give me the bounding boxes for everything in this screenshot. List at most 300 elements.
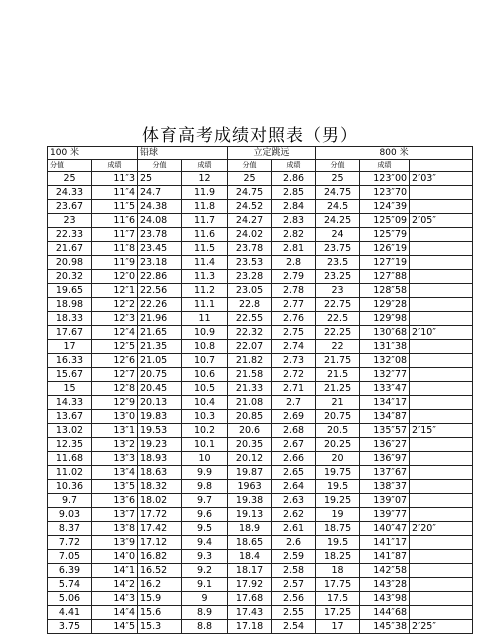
table-cell: 132″08 (360, 354, 410, 368)
table-cell: 24 (316, 228, 360, 242)
table-cell: 2.73 (272, 354, 316, 368)
table-cell: 24.52 (228, 200, 272, 214)
table-cell: 22.25 (316, 326, 360, 340)
table-cell: 10.7 (182, 354, 228, 368)
table-cell: 8.37 (48, 522, 92, 536)
table-cell: 22.56 (138, 284, 182, 298)
table-cell: 22.33 (48, 228, 92, 242)
table-cell: 22.32 (228, 326, 272, 340)
group-header-800m: 800 米 (316, 147, 473, 160)
table-cell: 20.32 (48, 270, 92, 284)
table-cell: 11.2 (182, 284, 228, 298)
table-cell: 18.75 (316, 522, 360, 536)
table-cell: 141″17 (360, 536, 410, 550)
table-cell: 19.83 (138, 410, 182, 424)
table-cell: 134″17 (360, 396, 410, 410)
table-cell: 8.9 (182, 606, 228, 620)
table-cell: 20.35 (228, 438, 272, 452)
table-cell: 11 (182, 312, 228, 326)
table-cell: 18.4 (228, 550, 272, 564)
table-cell: 8.8 (182, 620, 228, 634)
table-row (48, 438, 473, 452)
table-cell: 14″3 (92, 592, 138, 606)
table-cell: 123″00 (360, 172, 410, 186)
table-cell: 14.33 (48, 396, 92, 410)
table-row (48, 200, 473, 214)
table-row (48, 522, 473, 536)
table-cell: 11.4 (182, 256, 228, 270)
table-cell: 12″9 (92, 396, 138, 410)
table-cell: 19.5 (316, 536, 360, 550)
table-cell: 10.9 (182, 326, 228, 340)
table-cell: 17.25 (316, 606, 360, 620)
table-cell: 11″9 (92, 256, 138, 270)
table-cell: 22.5 (316, 312, 360, 326)
table-cell: 24.38 (138, 200, 182, 214)
table-cell: 15.3 (138, 620, 182, 634)
table-cell: 20.13 (138, 396, 182, 410)
table-cell: 10.2 (182, 424, 228, 438)
table-cell (410, 228, 473, 242)
table-cell: 24.08 (138, 214, 182, 228)
table-row (48, 620, 473, 634)
table-row (48, 606, 473, 620)
table-cell: 9.8 (182, 480, 228, 494)
table-cell: 25 (138, 172, 182, 186)
table-cell: 14″1 (92, 564, 138, 578)
table-cell: 23.25 (316, 270, 360, 284)
table-cell: 125″79 (360, 228, 410, 242)
page-title: 体育高考成绩对照表（男） (142, 126, 358, 146)
table-cell: 16.2 (138, 578, 182, 592)
table-cell: 9.3 (182, 550, 228, 564)
table-cell: 137″67 (360, 466, 410, 480)
table-cell: 11.6 (182, 228, 228, 242)
table-cell: 143″98 (360, 592, 410, 606)
table-cell: 18.17 (228, 564, 272, 578)
table-cell: 23.5 (316, 256, 360, 270)
table-row (48, 452, 473, 466)
table-cell: 24.7 (138, 186, 182, 200)
table-cell: 19.65 (48, 284, 92, 298)
table-cell: 16.33 (48, 354, 92, 368)
table-cell: 22.8 (228, 298, 272, 312)
table-cell: 13.67 (48, 410, 92, 424)
table-cell: 18.25 (316, 550, 360, 564)
table-cell: 2′20″ (410, 522, 473, 536)
table-row (48, 172, 473, 186)
table-cell: 18.63 (138, 466, 182, 480)
table-cell (410, 578, 473, 592)
table-cell: 23.45 (138, 242, 182, 256)
table-cell: 2.59 (272, 550, 316, 564)
sub-header-cell: 成绩 (92, 160, 138, 172)
table-cell: 21.05 (138, 354, 182, 368)
table-cell (410, 550, 473, 564)
table-row (48, 242, 473, 256)
table-cell: 11.8 (182, 200, 228, 214)
table-cell (410, 438, 473, 452)
table-cell (410, 354, 473, 368)
sub-header-cell (410, 160, 473, 172)
table-cell: 2.75 (272, 326, 316, 340)
table-cell: 11″5 (92, 200, 138, 214)
table-cell: 2.77 (272, 298, 316, 312)
table-cell: 13″7 (92, 508, 138, 522)
table-cell: 142″58 (360, 564, 410, 578)
table-cell: 19.87 (228, 466, 272, 480)
table-cell: 2.71 (272, 382, 316, 396)
table-cell: 13″9 (92, 536, 138, 550)
table-cell: 136″97 (360, 452, 410, 466)
table-cell: 22.86 (138, 270, 182, 284)
table-cell: 20.75 (138, 368, 182, 382)
table-cell: 11.3 (182, 270, 228, 284)
table-row (48, 298, 473, 312)
table-cell: 20.6 (228, 424, 272, 438)
table-cell (410, 480, 473, 494)
table-row (48, 284, 473, 298)
table-cell: 11″6 (92, 214, 138, 228)
table-row (48, 424, 473, 438)
table-cell: 125″09 (360, 214, 410, 228)
table-cell: 9.03 (48, 508, 92, 522)
table-cell: 15.6 (138, 606, 182, 620)
table-cell: 18.9 (228, 522, 272, 536)
table-cell: 2.62 (272, 508, 316, 522)
table-cell (410, 368, 473, 382)
table-cell: 9.7 (182, 494, 228, 508)
table-cell: 10.5 (182, 382, 228, 396)
table-cell: 24.25 (316, 214, 360, 228)
table-cell (410, 312, 473, 326)
table-cell (410, 340, 473, 354)
table-cell: 17.18 (228, 620, 272, 634)
table-cell: 17.12 (138, 536, 182, 550)
table-cell: 17.43 (228, 606, 272, 620)
table-row (48, 214, 473, 228)
table-row (48, 550, 473, 564)
table-cell: 24.27 (228, 214, 272, 228)
sub-header-cell: 分值 (138, 160, 182, 172)
table-cell: 19 (316, 508, 360, 522)
table-cell: 2.76 (272, 312, 316, 326)
table-cell: 2.86 (272, 172, 316, 186)
table-cell: 13″1 (92, 424, 138, 438)
table-cell: 12″6 (92, 354, 138, 368)
table-row (48, 508, 473, 522)
table-cell: 5.74 (48, 578, 92, 592)
table-cell: 3.75 (48, 620, 92, 634)
table-cell: 10.4 (182, 396, 228, 410)
table-cell: 135″57 (360, 424, 410, 438)
table-row (48, 326, 473, 340)
table-cell: 14″4 (92, 606, 138, 620)
table-cell: 14″2 (92, 578, 138, 592)
table-cell: 2.83 (272, 214, 316, 228)
table-cell: 23.18 (138, 256, 182, 270)
table-cell: 2.58 (272, 564, 316, 578)
table-cell: 21.96 (138, 312, 182, 326)
table-cell: 20.45 (138, 382, 182, 396)
table-row (48, 410, 473, 424)
table-cell: 23.78 (228, 242, 272, 256)
table-cell: 12″0 (92, 270, 138, 284)
table-cell: 16.82 (138, 550, 182, 564)
table-cell: 9.7 (48, 494, 92, 508)
table-cell: 10.1 (182, 438, 228, 452)
table-cell: 12.35 (48, 438, 92, 452)
table-cell: 11″7 (92, 228, 138, 242)
table-cell: 13″0 (92, 410, 138, 424)
table-cell: 14″0 (92, 550, 138, 564)
table-cell: 21.08 (228, 396, 272, 410)
table-cell: 17 (316, 620, 360, 634)
table-cell: 2′15″ (410, 424, 473, 438)
table-cell: 2.8 (272, 256, 316, 270)
table-cell: 2.66 (272, 452, 316, 466)
table-cell: 2.74 (272, 340, 316, 354)
table-cell: 7.05 (48, 550, 92, 564)
table-row (48, 354, 473, 368)
table-cell: 2.79 (272, 270, 316, 284)
table-cell: 144″68 (360, 606, 410, 620)
table-cell: 21.82 (228, 354, 272, 368)
table-cell: 15 (48, 382, 92, 396)
table-cell: 17.42 (138, 522, 182, 536)
group-header-shot-put: 铅球 (138, 147, 228, 160)
table-cell: 22.26 (138, 298, 182, 312)
table-cell: 11.5 (182, 242, 228, 256)
table-cell: 23.53 (228, 256, 272, 270)
table-cell: 127″19 (360, 256, 410, 270)
table-cell: 128″58 (360, 284, 410, 298)
table-cell: 2.72 (272, 368, 316, 382)
table-cell: 21 (316, 396, 360, 410)
table-cell: 2.61 (272, 522, 316, 536)
table-cell: 11.1 (182, 298, 228, 312)
table-cell: 139″07 (360, 494, 410, 508)
table-cell: 17.68 (228, 592, 272, 606)
table-cell: 12″8 (92, 382, 138, 396)
table-cell: 17.72 (138, 508, 182, 522)
table-cell: 6.39 (48, 564, 92, 578)
table-cell: 2.7 (272, 396, 316, 410)
table-cell: 9.1 (182, 578, 228, 592)
table-cell (410, 200, 473, 214)
table-cell: 5.06 (48, 592, 92, 606)
table-cell: 17.75 (316, 578, 360, 592)
table-cell: 2′25″ (410, 620, 473, 634)
table-cell (410, 256, 473, 270)
table-cell: 2.6 (272, 536, 316, 550)
table-cell: 2.81 (272, 242, 316, 256)
table-cell: 20.5 (316, 424, 360, 438)
table-cell: 143″28 (360, 578, 410, 592)
sub-header-cell: 分值 (316, 160, 360, 172)
table-row (48, 578, 473, 592)
table-cell: 15.67 (48, 368, 92, 382)
table-cell: 19.75 (316, 466, 360, 480)
table-cell: 145″38 (360, 620, 410, 634)
table-cell: 11″4 (92, 186, 138, 200)
table-cell: 12″1 (92, 284, 138, 298)
table-cell: 10.36 (48, 480, 92, 494)
table-cell: 2′05″ (410, 214, 473, 228)
table-cell: 136″27 (360, 438, 410, 452)
table-cell (410, 270, 473, 284)
table-cell: 17.92 (228, 578, 272, 592)
table-cell: 21.35 (138, 340, 182, 354)
table-cell: 9.2 (182, 564, 228, 578)
table-cell (410, 284, 473, 298)
table-cell: 20.85 (228, 410, 272, 424)
table-cell: 7.72 (48, 536, 92, 550)
table-cell: 2.67 (272, 438, 316, 452)
table-cell: 19.23 (138, 438, 182, 452)
table-cell: 21.67 (48, 242, 92, 256)
table-row (48, 382, 473, 396)
table-cell: 2.85 (272, 186, 316, 200)
table-cell (410, 536, 473, 550)
table-cell: 10 (182, 452, 228, 466)
table-cell (410, 466, 473, 480)
table-row (48, 494, 473, 508)
table-cell: 18.32 (138, 480, 182, 494)
table-cell: 2.84 (272, 200, 316, 214)
table-row (48, 592, 473, 606)
table-cell: 2′10″ (410, 326, 473, 340)
table-cell: 24.75 (316, 186, 360, 200)
table-cell: 124″39 (360, 200, 410, 214)
table-row (48, 340, 473, 354)
table-row (48, 186, 473, 200)
table-cell: 2.68 (272, 424, 316, 438)
table-cell: 21.58 (228, 368, 272, 382)
table-cell: 23 (48, 214, 92, 228)
table-cell: 12″5 (92, 340, 138, 354)
table-cell: 9.6 (182, 508, 228, 522)
table-cell: 9.5 (182, 522, 228, 536)
table-cell (410, 606, 473, 620)
score-table (47, 146, 473, 634)
table-cell (410, 298, 473, 312)
table-row (48, 270, 473, 284)
table-cell: 24.75 (228, 186, 272, 200)
table-cell: 13″3 (92, 452, 138, 466)
table-cell: 9.9 (182, 466, 228, 480)
group-header-long-jump: 立定跳远 (228, 147, 316, 160)
sub-header-cell: 成绩 (182, 160, 228, 172)
table-cell: 25 (48, 172, 92, 186)
table-row (48, 536, 473, 550)
table-cell: 16.52 (138, 564, 182, 578)
table-cell: 10.3 (182, 410, 228, 424)
table-cell: 21.75 (316, 354, 360, 368)
table-cell: 2.64 (272, 480, 316, 494)
table-cell: 140″47 (360, 522, 410, 536)
table-cell: 13″5 (92, 480, 138, 494)
table-cell (410, 382, 473, 396)
table-cell: 2.65 (272, 466, 316, 480)
table-cell: 11.02 (48, 466, 92, 480)
table-cell: 13.02 (48, 424, 92, 438)
table-cell: 129″98 (360, 312, 410, 326)
table-cell: 19.13 (228, 508, 272, 522)
table-cell: 24.5 (316, 200, 360, 214)
sub-header-cell: 分值 (48, 160, 92, 172)
table-cell: 18.93 (138, 452, 182, 466)
table-cell (410, 410, 473, 424)
table-cell: 10.6 (182, 368, 228, 382)
table-cell: 138″37 (360, 480, 410, 494)
table-cell: 126″19 (360, 242, 410, 256)
table-cell: 123″70 (360, 186, 410, 200)
table-cell: 4.41 (48, 606, 92, 620)
table-cell: 23.67 (48, 200, 92, 214)
table-cell: 22 (316, 340, 360, 354)
table-cell: 23 (316, 284, 360, 298)
table-cell (410, 186, 473, 200)
table-cell: 21.25 (316, 382, 360, 396)
table-cell: 132″77 (360, 368, 410, 382)
table-cell: 21.65 (138, 326, 182, 340)
table-cell: 2.82 (272, 228, 316, 242)
table-cell: 2.56 (272, 592, 316, 606)
table-cell: 129″28 (360, 298, 410, 312)
table-cell: 17.5 (316, 592, 360, 606)
table-cell: 24.33 (48, 186, 92, 200)
table-cell: 10.8 (182, 340, 228, 354)
table-row (48, 396, 473, 410)
table-cell: 20.75 (316, 410, 360, 424)
table-cell: 23.75 (316, 242, 360, 256)
table-row (48, 312, 473, 326)
table-row (48, 368, 473, 382)
table-cell: 18.33 (48, 312, 92, 326)
table-cell: 19.53 (138, 424, 182, 438)
table-cell: 11.7 (182, 214, 228, 228)
table-cell: 11″3 (92, 172, 138, 186)
table-cell: 21.5 (316, 368, 360, 382)
table-cell: 13″2 (92, 438, 138, 452)
table-cell: 13″6 (92, 494, 138, 508)
table-cell: 13″4 (92, 466, 138, 480)
table-cell: 24.02 (228, 228, 272, 242)
table-row (48, 466, 473, 480)
table-cell: 2′03″ (410, 172, 473, 186)
table-cell (410, 494, 473, 508)
table-row (48, 228, 473, 242)
table-cell: 12″3 (92, 312, 138, 326)
table-cell: 20 (316, 452, 360, 466)
table-cell: 25 (228, 172, 272, 186)
table-cell: 2.54 (272, 620, 316, 634)
table-cell: 9 (182, 592, 228, 606)
table-cell: 1963 (228, 480, 272, 494)
table-cell: 2.55 (272, 606, 316, 620)
table-cell: 139″77 (360, 508, 410, 522)
table-cell: 19.38 (228, 494, 272, 508)
table-row (48, 480, 473, 494)
table-cell: 21.33 (228, 382, 272, 396)
group-header-100m: 100 米 (48, 147, 138, 160)
table-cell: 19.25 (316, 494, 360, 508)
table-cell: 23.05 (228, 284, 272, 298)
table-cell: 20.12 (228, 452, 272, 466)
table-cell: 22.75 (316, 298, 360, 312)
table-cell: 127″88 (360, 270, 410, 284)
